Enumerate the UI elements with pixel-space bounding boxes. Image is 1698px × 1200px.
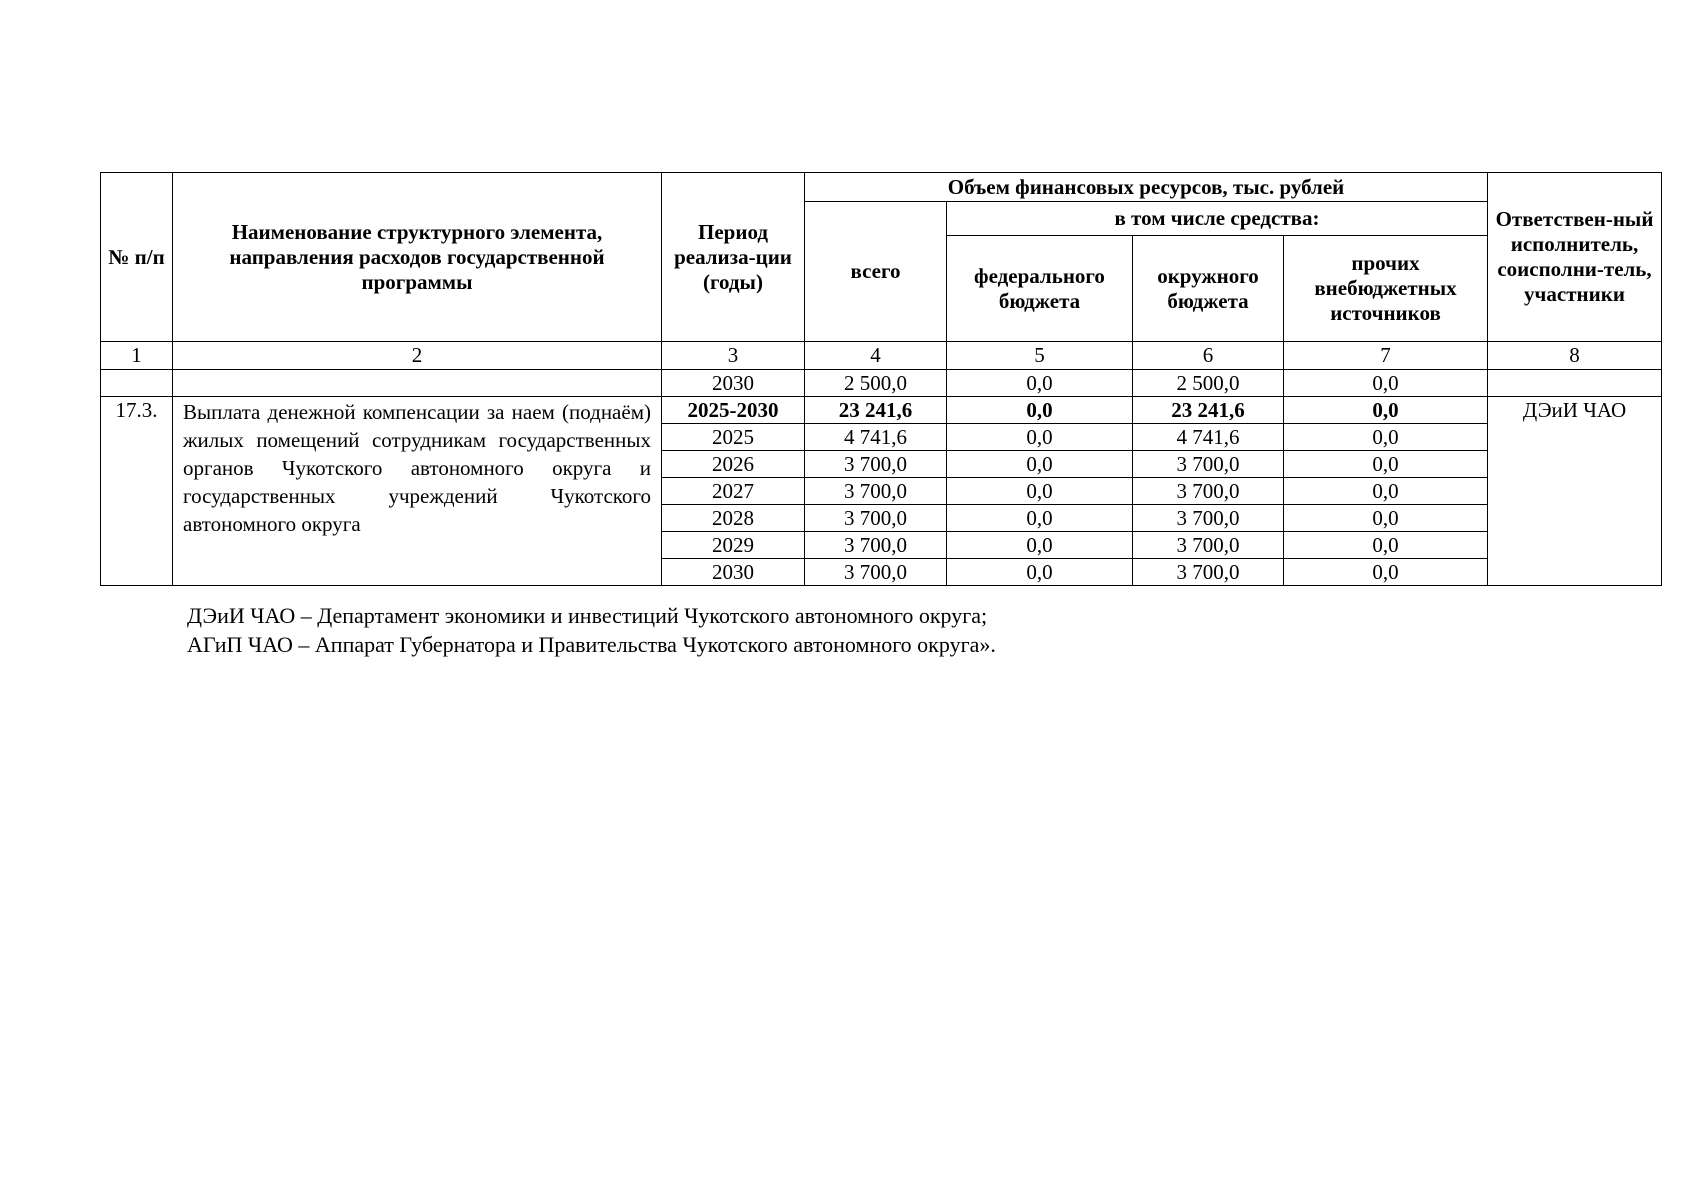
cell-other: 0,0	[1284, 559, 1488, 586]
cell-other: 0,0	[1284, 451, 1488, 478]
cell-federal: 0,0	[947, 397, 1133, 424]
cell-district: 3 700,0	[1133, 478, 1284, 505]
cell-name	[173, 370, 662, 397]
cell-total: 3 700,0	[805, 532, 947, 559]
cell-district: 3 700,0	[1133, 451, 1284, 478]
cell-federal: 0,0	[947, 559, 1133, 586]
cell-total: 3 700,0	[805, 478, 947, 505]
cell-other: 0,0	[1284, 532, 1488, 559]
cell-year: 2029	[662, 532, 805, 559]
cell-other: 0,0	[1284, 505, 1488, 532]
item-number: 17.3.	[101, 397, 173, 586]
table-body	[101, 342, 1662, 586]
item-summary-row	[101, 397, 1662, 424]
column-number: 8	[1488, 342, 1662, 370]
cell-total: 3 700,0	[805, 559, 947, 586]
cell-other: 0,0	[1284, 397, 1488, 424]
cell-district: 2 500,0	[1133, 370, 1284, 397]
cell-federal: 0,0	[947, 532, 1133, 559]
cell-total: 3 700,0	[805, 451, 947, 478]
header-period: Период реализа-ции (годы)	[662, 173, 805, 342]
financial-resources-table	[100, 172, 1662, 586]
cell-other: 0,0	[1284, 478, 1488, 505]
column-number: 5	[947, 342, 1133, 370]
column-number: 3	[662, 342, 805, 370]
cell-year: 2025-2030	[662, 397, 805, 424]
abbreviation-notes	[187, 601, 996, 659]
cell-district: 3 700,0	[1133, 559, 1284, 586]
header-name: Наименование структурного элемента, направления расходов государственной программы	[173, 173, 662, 342]
cell-district: 3 700,0	[1133, 532, 1284, 559]
column-number: 2	[173, 342, 662, 370]
cell-federal: 0,0	[947, 505, 1133, 532]
cell-other: 0,0	[1284, 424, 1488, 451]
header-total: всего	[805, 202, 947, 342]
cell-year: 2026	[662, 451, 805, 478]
cell-district: 23 241,6	[1133, 397, 1284, 424]
cell-year: 2030	[662, 370, 805, 397]
continuation-row	[101, 370, 1662, 397]
cell-federal: 0,0	[947, 478, 1133, 505]
column-numbers-row	[101, 342, 1662, 370]
note-line: ДЭиИ ЧАО – Департамент экономики и инвестиций Чукотского автономного округа;	[187, 603, 988, 628]
note-line: АГиП ЧАО – Аппарат Губернатора и Правительства Чукотского автономного округа».	[187, 632, 996, 657]
header-district: окружного бюджета	[1133, 236, 1284, 342]
header-num: № п/п	[101, 173, 173, 342]
cell-num	[101, 370, 173, 397]
header-responsible: Ответствен-ный исполнитель, соисполни-тель, участники	[1488, 173, 1662, 342]
cell-federal: 0,0	[947, 370, 1133, 397]
cell-total: 2 500,0	[805, 370, 947, 397]
cell-total: 3 700,0	[805, 505, 947, 532]
column-number: 6	[1133, 342, 1284, 370]
cell-responsible	[1488, 370, 1662, 397]
item-responsible: ДЭиИ ЧАО	[1488, 397, 1662, 586]
cell-district: 4 741,6	[1133, 424, 1284, 451]
column-number: 7	[1284, 342, 1488, 370]
cell-year: 2028	[662, 505, 805, 532]
header-federal: федерального бюджета	[947, 236, 1133, 342]
cell-year: 2025	[662, 424, 805, 451]
header-volume: Объем финансовых ресурсов, тыс. рублей	[805, 173, 1488, 202]
cell-total: 23 241,6	[805, 397, 947, 424]
column-number: 4	[805, 342, 947, 370]
cell-other: 0,0	[1284, 370, 1488, 397]
header-other: прочих внебюджетных источников	[1284, 236, 1488, 342]
cell-total: 4 741,6	[805, 424, 947, 451]
item-name: Выплата денежной компенсации за наем (поднаём) жилых помещений сотрудникам государственных органов Чукотского автономного округа и государственных учреждений Чукотского автономного округа	[173, 397, 662, 586]
cell-year: 2027	[662, 478, 805, 505]
cell-district: 3 700,0	[1133, 505, 1284, 532]
cell-year: 2030	[662, 559, 805, 586]
header-including: в том числе средства:	[947, 202, 1488, 236]
cell-federal: 0,0	[947, 451, 1133, 478]
column-number: 1	[101, 342, 173, 370]
table-header	[101, 173, 1662, 342]
cell-federal: 0,0	[947, 424, 1133, 451]
